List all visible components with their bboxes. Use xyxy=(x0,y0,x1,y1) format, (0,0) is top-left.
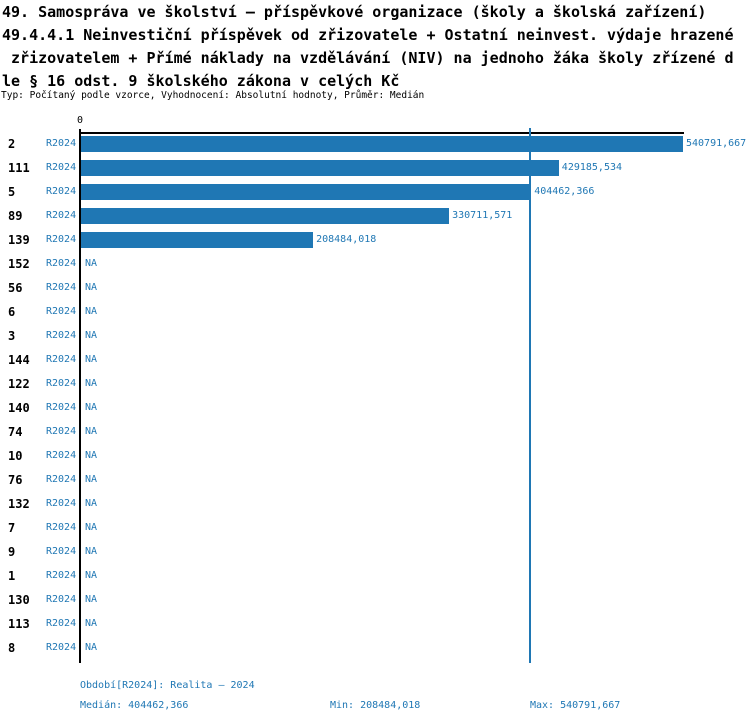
chart-row xyxy=(0,300,750,324)
bar-value-label: 429185,534 xyxy=(561,162,623,173)
chart-row xyxy=(0,516,750,540)
row-category-label: 76 xyxy=(8,473,23,487)
row-category-label: 113 xyxy=(8,617,30,631)
row-period-label: R2024 xyxy=(46,306,77,317)
row-category-label: 74 xyxy=(8,425,23,439)
chart-row xyxy=(0,588,750,612)
bar-value-label: 404462,366 xyxy=(534,186,595,197)
na-label: NA xyxy=(85,642,98,653)
na-label: NA xyxy=(85,474,98,485)
row-category-label: 130 xyxy=(8,593,30,607)
row-category-label: 8 xyxy=(8,641,16,655)
footer-median: Medián: 404462,366 xyxy=(80,700,189,711)
row-period-label: R2024 xyxy=(46,426,77,437)
row-category-label: 139 xyxy=(8,233,30,247)
na-label: NA xyxy=(85,354,98,365)
na-label: NA xyxy=(85,522,98,533)
row-category-label: 5 xyxy=(8,185,16,199)
na-label: NA xyxy=(85,594,98,605)
row-period-label: R2024 xyxy=(46,354,77,365)
row-period-label: R2024 xyxy=(46,546,77,557)
chart-row xyxy=(0,276,750,300)
row-period-label: R2024 xyxy=(46,186,77,197)
value-bar xyxy=(81,208,449,224)
row-period-label: R2024 xyxy=(46,522,77,533)
chart-row xyxy=(0,180,750,204)
row-period-label: R2024 xyxy=(46,210,77,221)
chart-row xyxy=(0,156,750,180)
footer-min: Min: 208484,018 xyxy=(330,700,421,711)
value-bar xyxy=(81,160,559,176)
row-period-label: R2024 xyxy=(46,474,77,485)
footer-max: Max: 540791,667 xyxy=(530,700,621,711)
chart-row xyxy=(0,228,750,252)
row-category-label: 6 xyxy=(8,305,16,319)
row-category-label: 7 xyxy=(8,521,16,535)
row-category-label: 152 xyxy=(8,257,30,271)
bar-value-label: 540791,667 xyxy=(686,138,747,149)
x-axis-zero-label: 0 xyxy=(76,115,84,126)
chart-row xyxy=(0,540,750,564)
na-label: NA xyxy=(85,546,98,557)
row-category-label: 111 xyxy=(8,161,30,175)
footer-period: Období[R2024]: Realita – 2024 xyxy=(80,680,255,691)
row-period-label: R2024 xyxy=(46,258,77,269)
na-label: NA xyxy=(85,402,98,413)
report-title-line-3: zřizovatelem + Přímé náklady na vzdělávání (NIV) na jednoho žáka školy zřízené d xyxy=(2,49,734,67)
value-bar xyxy=(81,136,683,152)
row-period-label: R2024 xyxy=(46,162,77,173)
chart-row xyxy=(0,348,750,372)
chart-row xyxy=(0,324,750,348)
row-category-label: 9 xyxy=(8,545,16,559)
row-category-label: 1 xyxy=(8,569,16,583)
row-period-label: R2024 xyxy=(46,618,77,629)
na-label: NA xyxy=(85,426,98,437)
na-label: NA xyxy=(85,378,98,389)
bar-value-label: 208484,018 xyxy=(316,234,377,245)
row-period-label: R2024 xyxy=(46,378,77,389)
row-period-label: R2024 xyxy=(46,450,77,461)
na-label: NA xyxy=(85,330,98,341)
row-category-label: 56 xyxy=(8,281,23,295)
report-title-line-1: 49. Samospráva ve školství – příspěvkové organizace (školy a školská zařízení) xyxy=(2,3,707,21)
row-category-label: 140 xyxy=(8,401,30,415)
row-period-label: R2024 xyxy=(46,234,77,245)
report-title-line-4: le § 16 odst. 9 školského zákona v celých Kč xyxy=(2,72,400,90)
report-subtitle: Typ: Počítaný podle vzorce, Vyhodnocení: Absolutní hodnoty, Průměr: Medián xyxy=(1,90,425,101)
na-label: NA xyxy=(85,498,98,509)
row-period-label: R2024 xyxy=(46,498,77,509)
na-label: NA xyxy=(85,282,98,293)
row-category-label: 144 xyxy=(8,353,30,367)
row-category-label: 3 xyxy=(8,329,16,343)
row-period-label: R2024 xyxy=(46,282,77,293)
chart-row xyxy=(0,612,750,636)
chart-row xyxy=(0,468,750,492)
row-period-label: R2024 xyxy=(46,330,77,341)
row-period-label: R2024 xyxy=(46,594,77,605)
chart-row xyxy=(0,132,750,156)
na-label: NA xyxy=(85,450,98,461)
chart-row xyxy=(0,636,750,660)
chart-row xyxy=(0,420,750,444)
row-category-label: 2 xyxy=(8,137,16,151)
na-label: NA xyxy=(85,618,98,629)
bar-value-label: 330711,571 xyxy=(452,210,513,221)
chart-row xyxy=(0,372,750,396)
row-period-label: R2024 xyxy=(46,402,77,413)
row-category-label: 10 xyxy=(8,449,23,463)
value-bar xyxy=(81,184,531,200)
chart-row xyxy=(0,564,750,588)
value-bar xyxy=(81,232,313,248)
na-label: NA xyxy=(85,258,98,269)
row-period-label: R2024 xyxy=(46,138,77,149)
row-period-label: R2024 xyxy=(46,642,77,653)
chart-row xyxy=(0,396,750,420)
row-category-label: 122 xyxy=(8,377,30,391)
chart-row xyxy=(0,492,750,516)
na-label: NA xyxy=(85,570,98,581)
row-category-label: 132 xyxy=(8,497,30,511)
chart-row xyxy=(0,252,750,276)
row-period-label: R2024 xyxy=(46,570,77,581)
na-label: NA xyxy=(85,306,98,317)
row-category-label: 89 xyxy=(8,209,23,223)
chart-row xyxy=(0,444,750,468)
chart-row xyxy=(0,204,750,228)
report-title-line-2: 49.4.4.1 Neinvestiční příspěvek od zřizovatele + Ostatní neinvest. výdaje hrazené xyxy=(2,26,734,44)
